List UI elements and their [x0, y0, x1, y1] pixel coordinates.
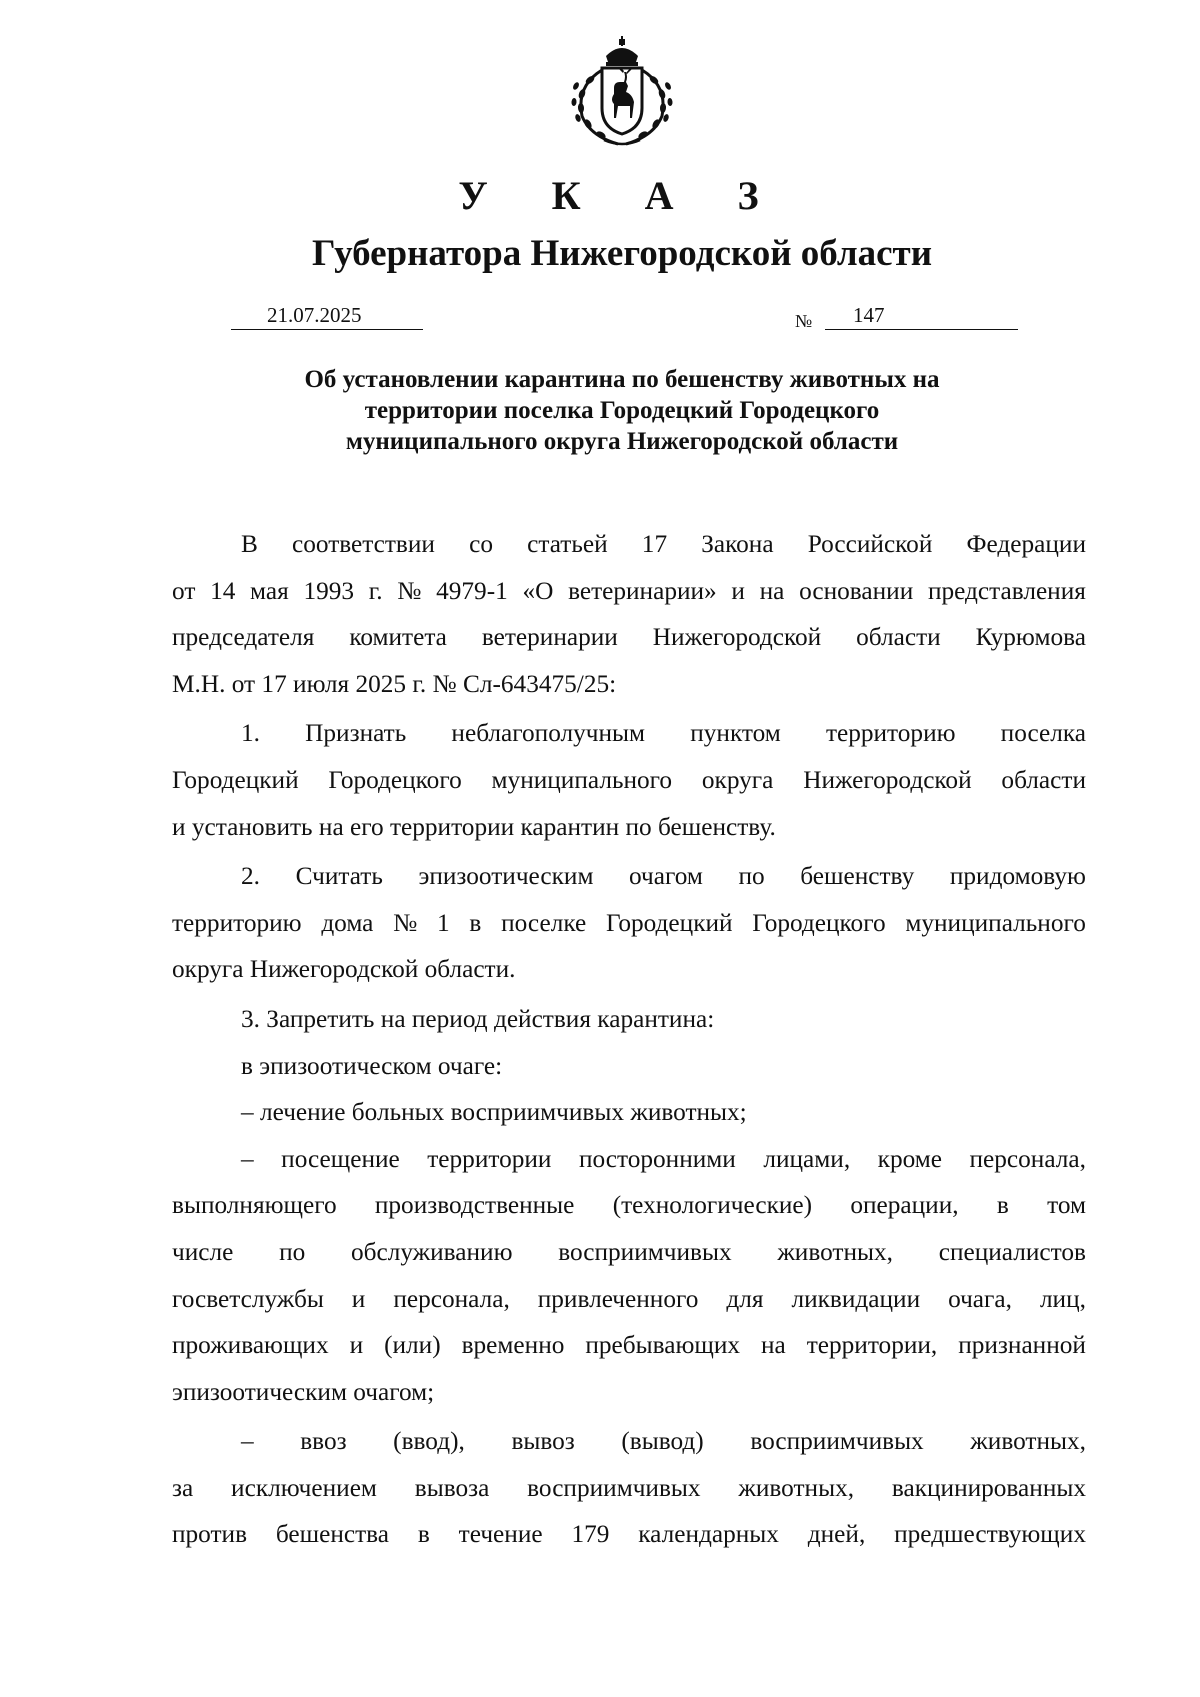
- body-word: вывоза: [414, 1473, 490, 1502]
- body-word: пребывающих: [585, 1331, 741, 1360]
- body-word: (или): [384, 1331, 441, 1360]
- body-word: и: [731, 576, 745, 605]
- body-word: в: [469, 908, 482, 937]
- body-word: операции,: [850, 1191, 959, 1220]
- body-word: «О: [522, 576, 554, 605]
- body-word: за: [172, 1473, 194, 1502]
- body-word: основании: [799, 576, 914, 605]
- body-word: по: [738, 862, 765, 891]
- body-word: вакцинированных: [891, 1473, 1086, 1502]
- body-word: территорию: [172, 908, 302, 937]
- body-word: Нижегородской: [803, 765, 972, 794]
- document-body: [172, 521, 1086, 1558]
- body-line: [172, 853, 1086, 900]
- body-line: [172, 1276, 1086, 1323]
- number-field: [825, 303, 1018, 330]
- body-word: кроме: [877, 1144, 942, 1173]
- body-line: – лечение больных восприимчивых животных;: [241, 1098, 747, 1127]
- body-word: муниципального: [905, 908, 1086, 937]
- date-value: 21.07.2025: [267, 303, 362, 327]
- body-word: обслуживанию: [350, 1237, 513, 1266]
- body-word: председателя: [172, 623, 315, 652]
- body-word: Считать: [295, 862, 383, 891]
- body-word: 179: [571, 1520, 610, 1549]
- body-word: Курюмова: [975, 623, 1086, 652]
- body-word: 1.: [241, 719, 260, 748]
- body-word: (ввод),: [393, 1427, 465, 1456]
- body-word: пунктом: [690, 719, 781, 748]
- body-word: от: [172, 576, 196, 605]
- body-line: округа Нижегородской области.: [172, 955, 516, 984]
- body-word: и: [349, 1331, 364, 1360]
- body-line: [172, 568, 1086, 615]
- body-word: ветеринарии»: [568, 576, 717, 605]
- body-word: против: [172, 1520, 248, 1549]
- body-word: в: [417, 1520, 430, 1549]
- body-word: 1993: [303, 576, 355, 605]
- body-word: госветслужбы: [172, 1284, 324, 1313]
- body-word: 1: [437, 908, 450, 937]
- body-word: статьей: [527, 530, 608, 558]
- body-word: со: [469, 530, 493, 558]
- number-sign: №: [795, 311, 813, 331]
- body-word: комитета: [349, 623, 447, 652]
- body-word: течение: [458, 1520, 543, 1549]
- body-word: округа: [701, 765, 774, 794]
- body-word: лиц,: [1039, 1284, 1086, 1313]
- body-line: эпизоотическим очагом;: [172, 1377, 435, 1406]
- body-word: г.: [368, 576, 383, 605]
- body-word: лицами,: [763, 1144, 851, 1173]
- body-word: –: [241, 1144, 254, 1173]
- body-word: неблагополучным: [451, 719, 646, 748]
- body-word: территорию: [825, 719, 956, 748]
- body-word: выполняющего: [172, 1191, 337, 1220]
- body-word: временно: [461, 1331, 565, 1360]
- body-word: ликвидации: [791, 1284, 921, 1313]
- body-word: очага,: [948, 1284, 1012, 1313]
- body-word: 14: [210, 576, 236, 605]
- body-word: №: [397, 576, 422, 605]
- body-word: дома: [321, 908, 374, 937]
- body-word: календарных: [638, 1520, 779, 1549]
- body-line: [172, 1465, 1086, 1512]
- body-word: посторонними: [578, 1144, 736, 1173]
- body-word: придомовую: [949, 862, 1086, 891]
- body-word: предшествующих: [894, 1520, 1086, 1549]
- body-word: поселке: [501, 908, 587, 937]
- document-subject: [200, 364, 1044, 457]
- body-word: территории: [427, 1144, 552, 1173]
- body-word: том: [1047, 1191, 1086, 1220]
- body-word: восприимчивых: [558, 1237, 732, 1266]
- body-word: персонала,: [969, 1144, 1086, 1173]
- body-word: Федерации: [966, 530, 1086, 558]
- body-word: №: [393, 908, 418, 937]
- body-word: животных,: [970, 1427, 1086, 1456]
- body-word: 4979-1: [436, 576, 508, 605]
- body-word: очагом: [629, 862, 703, 891]
- body-word: на: [760, 1331, 786, 1360]
- body-word: Городецкий: [172, 765, 299, 794]
- body-line: [172, 1182, 1086, 1229]
- body-line: [172, 521, 1086, 568]
- body-word: вывоз: [511, 1427, 575, 1456]
- body-word: и: [351, 1284, 366, 1313]
- document-type-title: У К А З: [458, 173, 786, 218]
- body-word: Нижегородской: [652, 623, 822, 652]
- body-word: по: [279, 1237, 306, 1266]
- body-word: Признать: [305, 719, 407, 748]
- coat-of-arms-emblem: [568, 36, 676, 148]
- body-word: эпизоотическим: [418, 862, 594, 891]
- body-word: исключением: [231, 1473, 377, 1502]
- body-word: поселка: [1000, 719, 1086, 748]
- body-line: [172, 1229, 1086, 1276]
- body-line: [172, 1511, 1086, 1558]
- body-word: привлеченного: [537, 1284, 699, 1313]
- body-line: [172, 614, 1086, 661]
- body-word: Российской: [807, 530, 933, 558]
- body-line: [172, 900, 1086, 947]
- body-word: ветеринарии: [481, 623, 618, 652]
- subject-line: территории поселка Городецкий Городецкого: [364, 397, 880, 424]
- body-word: животных,: [777, 1237, 893, 1266]
- body-word: Городецкий: [605, 908, 733, 937]
- body-word: числе: [172, 1237, 234, 1266]
- body-word: соответствии: [292, 530, 435, 558]
- body-word: (технологические): [612, 1191, 813, 1220]
- body-word: области: [1001, 765, 1086, 794]
- body-word: 17: [641, 530, 668, 558]
- body-line: М.Н. от 17 июля 2025 г. № Сл-643475/25:: [172, 669, 617, 698]
- issuer-title: Губернатора Нижегородской области: [311, 233, 933, 274]
- body-word: дней,: [807, 1520, 866, 1549]
- body-word: посещение: [281, 1144, 400, 1173]
- body-word: (вывод): [621, 1427, 704, 1456]
- body-line: 3. Запретить на период действия карантина:: [241, 1004, 715, 1033]
- body-word: муниципального: [491, 765, 673, 794]
- body-word: производственные: [374, 1191, 575, 1220]
- number-value: 147: [853, 303, 885, 327]
- body-word: мая: [250, 576, 289, 605]
- body-line: [172, 1322, 1086, 1369]
- body-word: 2.: [241, 862, 260, 891]
- body-word: Городецкого: [328, 765, 462, 794]
- body-word: для: [726, 1284, 764, 1313]
- body-word: территории,: [806, 1331, 938, 1360]
- body-line: [172, 1136, 1086, 1183]
- body-word: –: [241, 1427, 254, 1456]
- body-word: ввоз: [300, 1427, 347, 1456]
- body-word: на: [759, 576, 785, 605]
- body-word: восприимчивых: [527, 1473, 701, 1502]
- body-word: восприимчивых: [750, 1427, 924, 1456]
- body-word: проживающих: [172, 1331, 329, 1360]
- body-line: [172, 710, 1086, 757]
- body-word: признанной: [958, 1331, 1086, 1360]
- body-word: В: [241, 530, 258, 558]
- body-word: области: [856, 623, 941, 652]
- body-word: Городецкого: [752, 908, 886, 937]
- body-line: и установить на его территории карантин по бешенству.: [172, 812, 776, 841]
- body-word: персонала,: [393, 1284, 510, 1313]
- body-line: в эпизоотическом очаге:: [241, 1051, 503, 1080]
- body-line: [172, 1418, 1086, 1465]
- body-word: бешенству: [800, 862, 915, 891]
- body-word: бешенства: [275, 1520, 390, 1549]
- date-field: [231, 303, 423, 330]
- body-word: в: [996, 1191, 1009, 1220]
- body-word: животных,: [738, 1473, 855, 1502]
- body-word: представления: [927, 576, 1086, 605]
- subject-line: Об установлении карантина по бешенству животных на: [304, 366, 940, 393]
- body-word: Закона: [701, 530, 774, 558]
- subject-line: муниципального округа Нижегородской области: [345, 428, 899, 455]
- body-line: [172, 757, 1086, 804]
- body-word: специалистов: [938, 1237, 1086, 1266]
